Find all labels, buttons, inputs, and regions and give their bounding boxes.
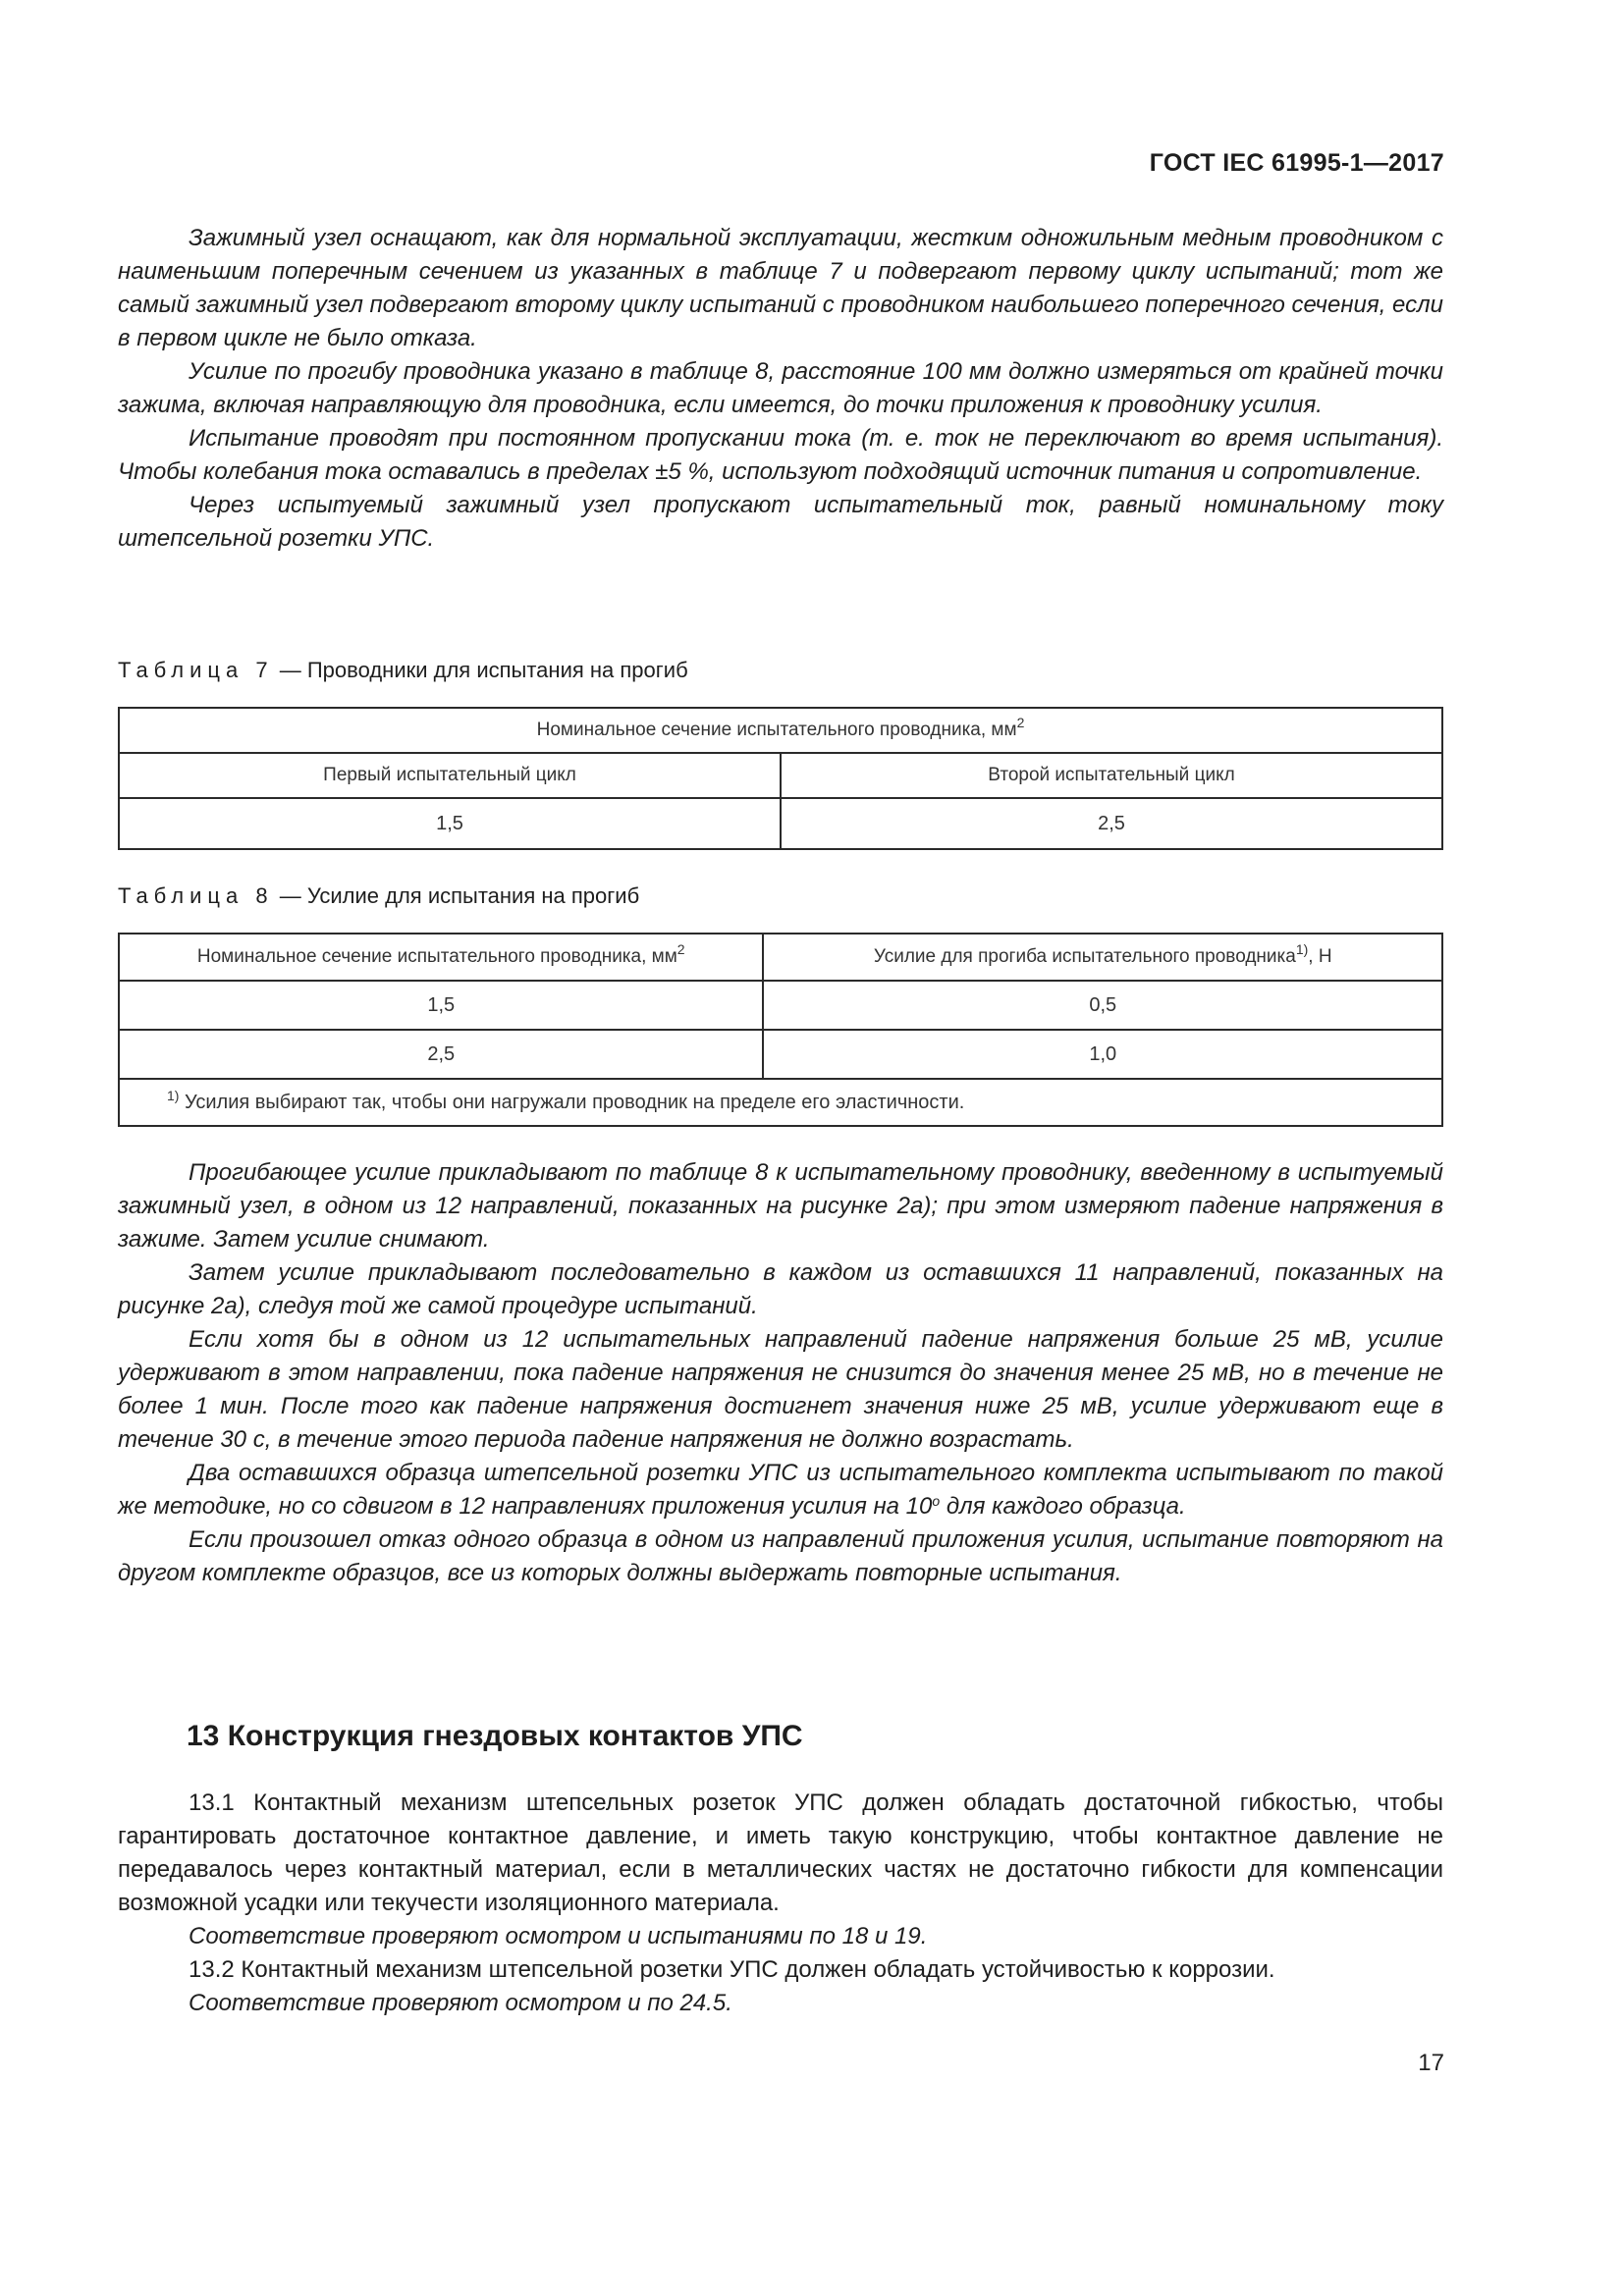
table7-label: Таблица 7 [118,658,274,682]
table8-col1-header: Номинальное сечение испытательного проводника, $мм^2$ [119,934,763,981]
page-number: 17 [1418,2050,1444,2076]
paragraph: Зажимный узел оснащают, как для нормальной эксплуатации, жестким одножильным медным проводником с наименьшим поперечным сечением из указанных в таблице 7 и подвергают первому циклу испытаний; тот же самый зажимный узел подвергают второму циклу испытаний с проводником наибольшего поперечного сечения, если в первом цикле не было отказа. [118,225,1443,351]
table7-col1-header: Первый испытательный цикл [119,753,781,798]
paragraph: Соответствие проверяют осмотром и испытаниями по 18 и 19. [189,1923,928,1949]
table7-title: Проводники для испытания на прогиб [306,658,688,682]
paragraph: Если произошел отказ одного образца в одном из направлений приложения усилия, испытание повторяют на другом комплекте образцов, все из которых должны выдержать повторные испытания. [118,1526,1443,1586]
table8-footnote: $^{1)}$ Усилия выбирают так, чтобы они нагружали проводник на пределе его эластичности. [119,1079,1442,1126]
table8-cell: 2,5 [119,1030,763,1079]
table7-dash: — [279,658,301,682]
section13-body [118,1787,1443,2020]
paragraph: Затем усилие прикладывают последовательно в каждом из оставшихся 11 направлений, показанных на рисунке 2а), следуя той же самой процедуре испытаний. [118,1259,1443,1319]
test-procedure-section [118,1156,1443,1590]
table8-cell: 0,5 [763,981,1442,1030]
section-heading: 13 Конструкция гнездовых контактов УПС [187,1720,803,1752]
table7-col2-header: Второй испытательный цикл [781,753,1442,798]
document-header: ГОСТ IEC 61995-1—2017 [1149,149,1444,177]
paragraph: Прогибающее усилие прикладывают по таблице 8 к испытательному проводнику, введенному в испытуемый зажимный узел, в одном из 12 направлений, показанных на рисунке 2а); при этом измеряют падение напряжения в зажиме. Затем усилие снимают. [118,1159,1443,1253]
table7-cell: 2,5 [781,798,1442,849]
table7-header-main: Номинальное сечение испытательного проводника, $мм^2$ [119,708,1442,753]
table8-cell: 1,0 [763,1030,1442,1079]
table7 [118,707,1443,850]
intro-section [118,222,1443,556]
paragraph: 13.2 Контактный механизм штепсельной розетки УПС должен обладать устойчивостью к коррозии. [189,1956,1275,1983]
table7-cell: 1,5 [119,798,781,849]
paragraph: Соответствие проверяют осмотром и по 24.5. [189,1990,732,2016]
table8-col2-header: Усилие для прогиба испытательного проводника$^{1)}$, Н [763,934,1442,981]
paragraph: Два оставшихся образца штепсельной розетки УПС из испытательного комплекта испытывают по такой же методике, но со сдвигом в 12 направлениях приложения усилия на $10^о$ для каждого образца. [118,1460,1443,1520]
paragraph: Если хотя бы в одном из 12 испытательных направлений падение напряжения больше 25 мВ, усилие удерживают в этом направлении, пока падение напряжения не снизится до значения менее 25 мВ, но в течение не более 1 мин. После того как падение напряжения достигнет значения ниже 25 мВ, усилие удерживают еще в течение 30 с, в течение этого периода падение напряжения не должно возрастать. [118,1326,1443,1453]
table8 [118,933,1443,1127]
table8-cell: 1,5 [119,981,763,1030]
paragraph: Через испытуемый зажимный узел пропускают испытательный ток, равный номинальному току штепсельной розетки УПС. [118,492,1443,552]
table8-caption [118,881,1443,911]
table8-title: Усилие для испытания на прогиб [306,883,640,908]
table8-dash: — [279,883,301,908]
paragraph: Усилие по прогибу проводника указано в таблице 8, расстояние 100 мм должно измеряться от крайней точки зажима, включая направляющую для проводника, если имеется, до точки приложения к проводнику усилия. [118,358,1443,418]
paragraph: 13.1 Контактный механизм штепсельных розеток УПС должен обладать достаточной гибкостью, чтобы гарантировать достаточное контактное давление, и иметь такую конструкцию, чтобы контактное давление не передавалось через контактный материал, если в металлических частях не достаточно гибкости для компенсации возможной усадки или текучести изоляционного материала. [118,1789,1443,1916]
table8-label: Таблица 8 [118,883,274,908]
paragraph: Испытание проводят при постоянном пропускании тока (т. е. ток не переключают во время испытания). Чтобы колебания тока оставались в пределах ±5 %, используют подходящий источник питания и сопротивление. [118,425,1443,485]
table7-caption [118,656,1443,685]
